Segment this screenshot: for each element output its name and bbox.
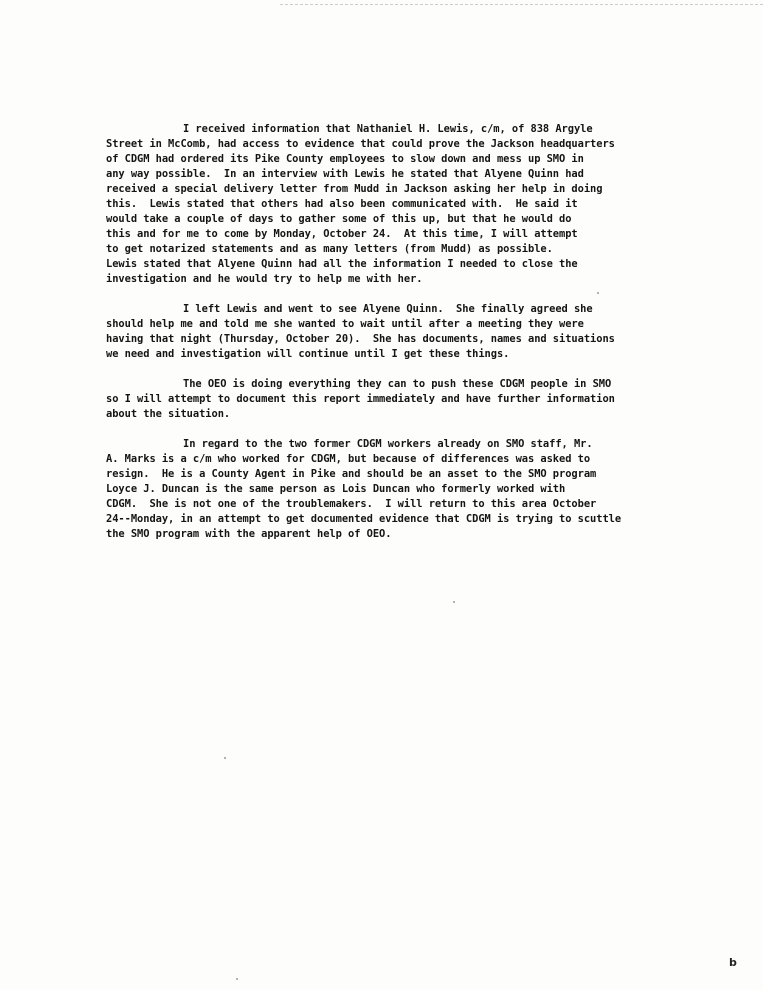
text-line: about the situation. [106, 408, 231, 420]
text-line: to get notarized statements and as many letters (from Mudd) as possible. [106, 243, 553, 255]
paragraph-1 [106, 122, 731, 287]
text-line: of CDGM had ordered its Pike County employees to slow down and mess up SMO in [106, 153, 584, 165]
text-line: we need and investigation will continue until I get these things. [106, 348, 510, 360]
text-line: Loyce J. Duncan is the same person as Lois Duncan who formerly worked with [106, 483, 566, 495]
scan-speck [224, 757, 226, 759]
text-line: In regard to the two former CDGM workers already on SMO staff, Mr. [183, 438, 593, 450]
text-line: 24--Monday, in an attempt to get documented evidence that CDGM is trying to scuttle [106, 513, 622, 525]
text-line: this and for me to come by Monday, October 24. At this time, I will attempt [106, 228, 578, 240]
scan-speck [597, 292, 599, 294]
text-line: investigation and he would try to help me with her. [106, 273, 423, 285]
text-line: CDGM. She is not one of the troublemakers. I will return to this area October [106, 498, 597, 510]
text-line: this. Lewis stated that others had also been communicated with. He said it [106, 198, 578, 210]
paragraph-4 [106, 437, 731, 542]
text-line: should help me and told me she wanted to wait until after a meeting they were [106, 318, 584, 330]
report-text [106, 122, 731, 557]
text-line: The OEO is doing everything they can to push these CDGM people in SMO [183, 378, 612, 390]
scan-speck [236, 978, 238, 980]
paragraph-2 [106, 302, 731, 362]
text-line: Lewis stated that Alyene Quinn had all the information I needed to close the [106, 258, 578, 270]
text-line: resign. He is a County Agent in Pike and should be an asset to the SMO program [106, 468, 597, 480]
scan-top-edge [280, 0, 763, 5]
text-line: I received information that Nathaniel H. Lewis, c/m, of 838 Argyle [183, 123, 593, 135]
paragraph-3 [106, 377, 731, 422]
text-line: I left Lewis and went to see Alyene Quinn. She finally agreed she [183, 303, 593, 315]
text-line: Street in McComb, had access to evidence that could prove the Jackson headquarters [106, 138, 615, 150]
text-line: having that night (Thursday, October 20). She has documents, names and situations [106, 333, 615, 345]
text-line: any way possible. In an interview with Lewis he stated that Alyene Quinn had [106, 168, 584, 180]
text-line: so I will attempt to document this report immediately and have further information [106, 393, 615, 405]
text-line: A. Marks is a c/m who worked for CDGM, but because of differences was asked to [106, 453, 591, 465]
page-mark: b [729, 956, 737, 969]
text-line: received a special delivery letter from Mudd in Jackson asking her help in doing [106, 183, 603, 195]
scan-speck [453, 601, 455, 603]
text-line: the SMO program with the apparent help of OEO. [106, 528, 392, 540]
text-line: would take a couple of days to gather some of this up, but that he would do [106, 213, 572, 225]
